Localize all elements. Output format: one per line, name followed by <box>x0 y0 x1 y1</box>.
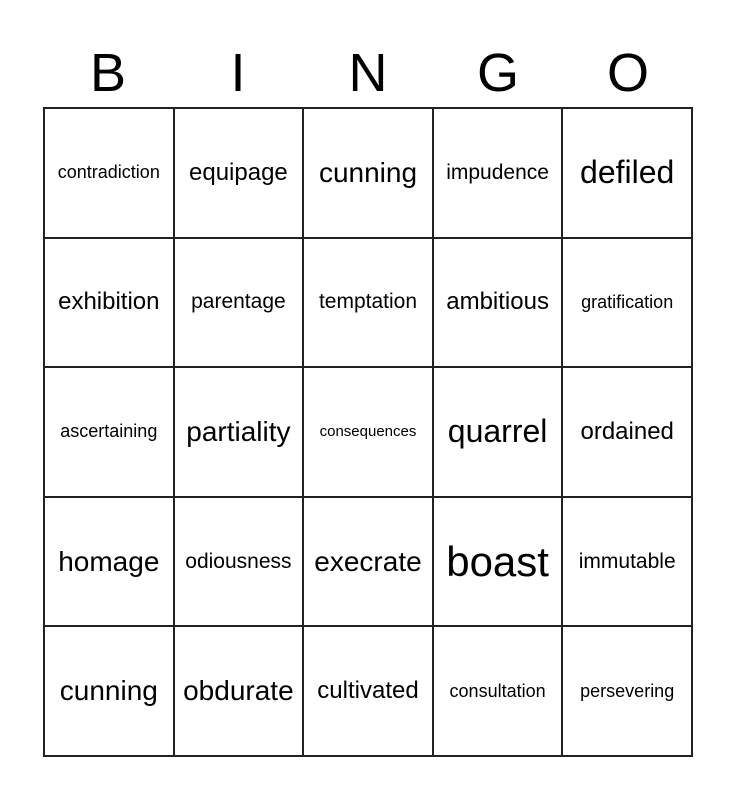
bingo-cell-r1c2[interactable]: temptation <box>303 238 433 368</box>
bingo-cell-r4c3[interactable]: consultation <box>433 626 563 756</box>
header-letter-g: G <box>476 43 519 103</box>
bingo-cell-r4c0[interactable]: cunning <box>44 626 174 756</box>
bingo-cell-r2c1[interactable]: partiality <box>174 367 304 497</box>
bingo-cell-r1c4[interactable]: gratification <box>562 238 692 368</box>
bingo-cell-r4c4[interactable]: persevering <box>562 626 692 756</box>
bingo-cell-r4c2[interactable]: cultivated <box>303 626 433 756</box>
bingo-header <box>43 40 693 106</box>
bingo-cell-r3c2[interactable]: execrate <box>303 497 433 627</box>
bingo-cell-r2c0[interactable]: ascertaining <box>44 367 174 497</box>
bingo-cell-r4c1[interactable]: obdurate <box>174 626 304 756</box>
bingo-cell-r1c1[interactable]: parentage <box>174 238 304 368</box>
bingo-cell-r2c2[interactable]: consequences <box>303 367 433 497</box>
bingo-cell-r0c3[interactable]: impudence <box>433 108 563 238</box>
bingo-cell-r1c0[interactable]: exhibition <box>44 238 174 368</box>
bingo-cell-r0c0[interactable]: contradiction <box>44 108 174 238</box>
bingo-cell-r3c1[interactable]: odiousness <box>174 497 304 627</box>
bingo-cell-r3c3[interactable]: boast <box>433 497 563 627</box>
header-letter-b: B <box>89 43 127 103</box>
bingo-cell-r0c2[interactable]: cunning <box>303 108 433 238</box>
bingo-cell-r1c3[interactable]: ambitious <box>433 238 563 368</box>
bingo-cell-r3c4[interactable]: immutable <box>562 497 692 627</box>
bingo-cell-r2c4[interactable]: ordained <box>562 367 692 497</box>
header-letter-i: I <box>230 43 246 103</box>
bingo-cell-r2c3[interactable]: quarrel <box>433 367 563 497</box>
header-letter-n: N <box>348 43 388 103</box>
bingo-cell-r0c4[interactable]: defiled <box>562 108 692 238</box>
bingo-board <box>43 107 693 757</box>
bingo-cell-r0c1[interactable]: equipage <box>174 108 304 238</box>
header-letter-o: O <box>606 43 649 103</box>
bingo-cell-r3c0[interactable]: homage <box>44 497 174 627</box>
